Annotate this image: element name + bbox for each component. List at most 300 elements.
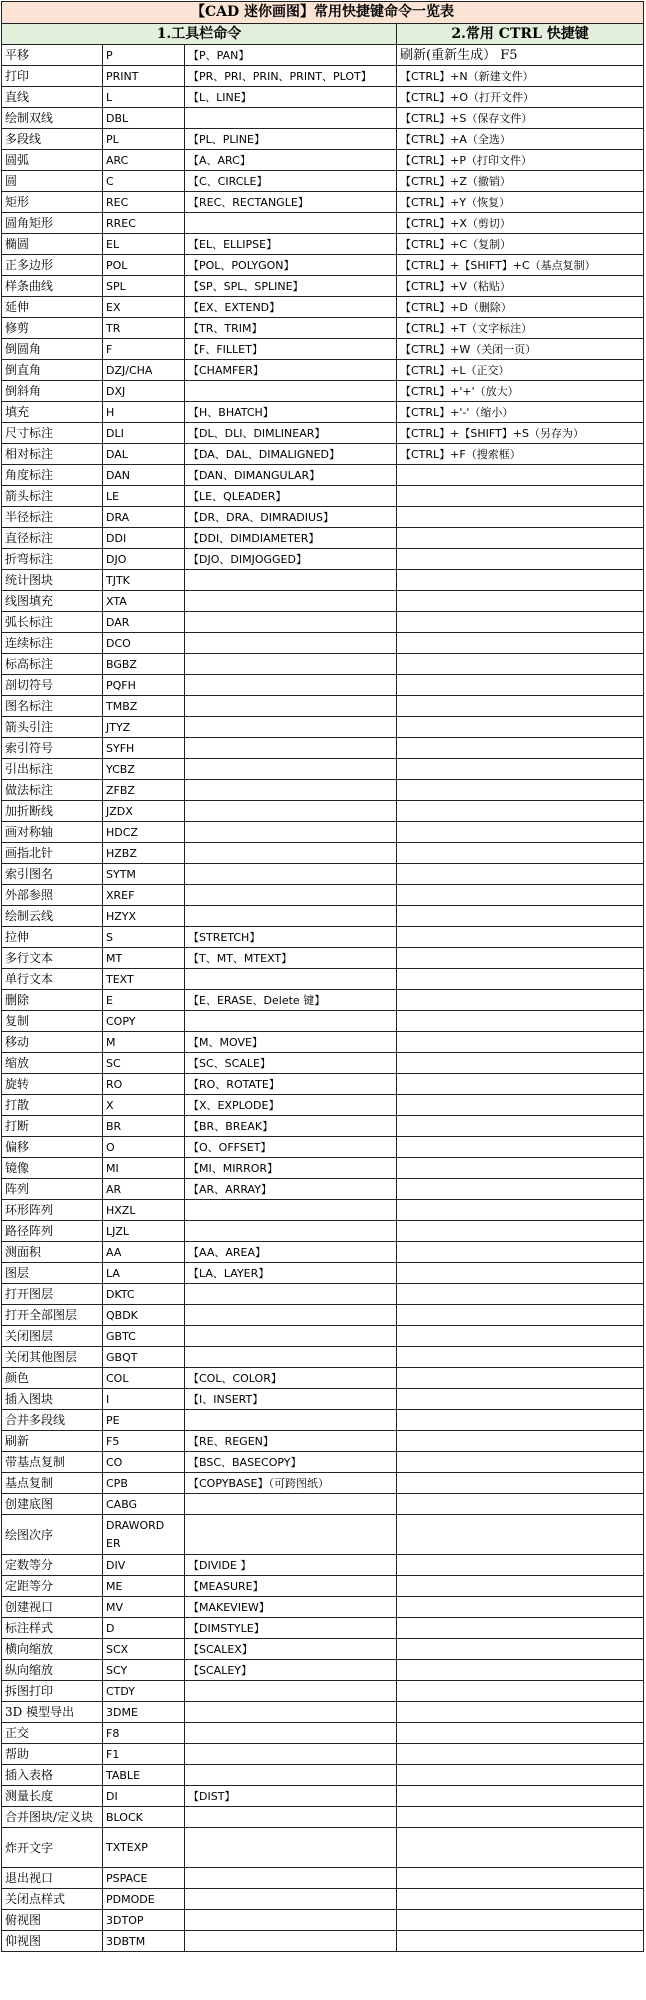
command-name: 阵列 (2, 1179, 103, 1200)
command-shortcut: SYFH (103, 738, 185, 759)
table-row (2, 465, 644, 486)
command-name: 关闭点样式 (2, 1889, 103, 1910)
command-name: 图层 (2, 1263, 103, 1284)
ctrl-shortcut (397, 780, 644, 801)
command-shortcut: DDI (103, 528, 185, 549)
page-title: 【CAD 迷你画图】常用快捷键命令一览表 (2, 2, 644, 24)
table-row (2, 1221, 644, 1242)
command-shortcut: YCBZ (103, 759, 185, 780)
command-name: 外部参照 (2, 885, 103, 906)
table-row (2, 1744, 644, 1765)
command-shortcut: F1 (103, 1744, 185, 1765)
command-name: 索引符号 (2, 738, 103, 759)
table-row (2, 129, 644, 150)
table-row (2, 1494, 644, 1515)
ctrl-shortcut: 【CTRL】+T（文字标注） (397, 318, 644, 339)
ctrl-shortcut (397, 675, 644, 696)
ctrl-shortcut (397, 1555, 644, 1576)
command-shortcut: C (103, 171, 185, 192)
command-aliases (185, 822, 397, 843)
table-row (2, 1889, 644, 1910)
command-aliases (185, 612, 397, 633)
ctrl-shortcut (397, 633, 644, 654)
ctrl-shortcut (397, 1074, 644, 1095)
table-row (2, 864, 644, 885)
command-aliases: 【BR、BREAK】 (185, 1116, 397, 1137)
command-name: 箭头标注 (2, 486, 103, 507)
table-row (2, 381, 644, 402)
command-name: 路径阵列 (2, 1221, 103, 1242)
command-name: 倒斜角 (2, 381, 103, 402)
command-aliases (185, 1515, 397, 1555)
command-shortcut: TJTK (103, 570, 185, 591)
command-shortcut: SCY (103, 1660, 185, 1681)
command-shortcut: 3DBTM (103, 1931, 185, 1952)
ctrl-shortcut: 【CTRL】+D（删除） (397, 297, 644, 318)
ctrl-shortcut (397, 1410, 644, 1431)
command-aliases: 【DIMSTYLE】 (185, 1618, 397, 1639)
table-row (2, 1660, 644, 1681)
command-name: 半径标注 (2, 507, 103, 528)
command-aliases (185, 906, 397, 927)
table-row (2, 423, 644, 444)
table-row (2, 822, 644, 843)
command-name: 单行文本 (2, 969, 103, 990)
command-shortcut: JZDX (103, 801, 185, 822)
command-aliases (185, 885, 397, 906)
ctrl-shortcut (397, 1597, 644, 1618)
command-name: 带基点复制 (2, 1452, 103, 1473)
command-shortcut: EX (103, 297, 185, 318)
command-name: 仰视图 (2, 1931, 103, 1952)
table-row (2, 1284, 644, 1305)
ctrl-shortcut (397, 570, 644, 591)
command-name: 剖切符号 (2, 675, 103, 696)
command-name: 线图填充 (2, 591, 103, 612)
table-row (2, 1410, 644, 1431)
table-row (2, 1910, 644, 1931)
command-name: 样条曲线 (2, 276, 103, 297)
command-shortcut: XTA (103, 591, 185, 612)
ctrl-shortcut (397, 1618, 644, 1639)
command-name: 旋转 (2, 1074, 103, 1095)
command-name: 纵向缩放 (2, 1660, 103, 1681)
command-aliases: 【RE、REGEN】 (185, 1431, 397, 1452)
command-shortcut: PQFH (103, 675, 185, 696)
command-name: 图名标注 (2, 696, 103, 717)
command-aliases: 【P、PAN】 (185, 45, 397, 66)
ctrl-shortcut (397, 843, 644, 864)
command-aliases: 【MAKEVIEW】 (185, 1597, 397, 1618)
ctrl-shortcut (397, 507, 644, 528)
ctrl-shortcut: 【CTRL】+N（新建文件） (397, 66, 644, 87)
command-shortcut: TR (103, 318, 185, 339)
command-shortcut: SCX (103, 1639, 185, 1660)
command-name: 统计图块 (2, 570, 103, 591)
command-aliases: 【MI、MIRROR】 (185, 1158, 397, 1179)
table-row (2, 150, 644, 171)
ctrl-shortcut (397, 696, 644, 717)
command-name: 折弯标注 (2, 549, 103, 570)
command-name: 正交 (2, 1723, 103, 1744)
table-row (2, 1765, 644, 1786)
command-shortcut: HZYX (103, 906, 185, 927)
table-row (2, 192, 644, 213)
ctrl-shortcut (397, 1032, 644, 1053)
table-row (2, 675, 644, 696)
command-aliases: 【DAN、DIMANGULAR】 (185, 465, 397, 486)
ctrl-shortcut (397, 864, 644, 885)
ctrl-shortcut: 【CTRL】+L（正交） (397, 360, 644, 381)
command-shortcut: H (103, 402, 185, 423)
command-shortcut: RREC (103, 213, 185, 234)
command-shortcut: HZBZ (103, 843, 185, 864)
table-row (2, 213, 644, 234)
command-aliases (185, 696, 397, 717)
command-name: 打开全部图层 (2, 1305, 103, 1326)
table-row (2, 759, 644, 780)
command-name: 复制 (2, 1011, 103, 1032)
table-row (2, 1786, 644, 1807)
ctrl-shortcut (397, 528, 644, 549)
ctrl-shortcut (397, 969, 644, 990)
command-aliases: 【EX、EXTEND】 (185, 297, 397, 318)
table-row (2, 1242, 644, 1263)
command-name: 弧长标注 (2, 612, 103, 633)
command-shortcut: JTYZ (103, 717, 185, 738)
command-aliases: 【DIST】 (185, 1786, 397, 1807)
command-shortcut: TABLE (103, 1765, 185, 1786)
ctrl-shortcut (397, 1723, 644, 1744)
command-aliases: 【T、MT、MTEXT】 (185, 948, 397, 969)
command-aliases: 【COL、COLOR】 (185, 1368, 397, 1389)
command-shortcut: PDMODE (103, 1889, 185, 1910)
command-shortcut: SYTM (103, 864, 185, 885)
command-name: 椭圆 (2, 234, 103, 255)
ctrl-shortcut (397, 1576, 644, 1597)
command-name: 画指北针 (2, 843, 103, 864)
ctrl-shortcut: 【CTRL】+【SHIFT】+C（基点复制） (397, 255, 644, 276)
ctrl-shortcut (397, 1284, 644, 1305)
command-name: 创建视口 (2, 1597, 103, 1618)
command-aliases (185, 381, 397, 402)
command-shortcut: PSPACE (103, 1868, 185, 1889)
command-aliases (185, 1681, 397, 1702)
command-aliases: 【X、EXPLODE】 (185, 1095, 397, 1116)
command-name: 箭头引注 (2, 717, 103, 738)
command-shortcut: AA (103, 1242, 185, 1263)
command-shortcut: O (103, 1137, 185, 1158)
table-row (2, 1473, 644, 1494)
command-shortcut: DXJ (103, 381, 185, 402)
command-aliases (185, 108, 397, 129)
command-shortcut: DAR (103, 612, 185, 633)
command-shortcut: CABG (103, 1494, 185, 1515)
table-row (2, 1095, 644, 1116)
command-shortcut: LA (103, 1263, 185, 1284)
ctrl-shortcut (397, 717, 644, 738)
command-aliases: 【AR、ARRAY】 (185, 1179, 397, 1200)
command-aliases: 【PR、PRI、PRIN、PRINT、PLOT】 (185, 66, 397, 87)
command-shortcut: GBTC (103, 1326, 185, 1347)
ctrl-shortcut (397, 1221, 644, 1242)
command-aliases: 【POL、POLYGON】 (185, 255, 397, 276)
command-aliases: 【RO、ROTATE】 (185, 1074, 397, 1095)
command-aliases: 【C、CIRCLE】 (185, 171, 397, 192)
command-aliases (185, 1744, 397, 1765)
command-name: 刷新 (2, 1431, 103, 1452)
ctrl-shortcut: 【CTRL】+Z（撤销） (397, 171, 644, 192)
command-name: 镜像 (2, 1158, 103, 1179)
command-name: 插入表格 (2, 1765, 103, 1786)
table-row (2, 1305, 644, 1326)
command-aliases: 【EL、ELLIPSE】 (185, 234, 397, 255)
command-name: 创建底图 (2, 1494, 103, 1515)
command-shortcut: DRA (103, 507, 185, 528)
ctrl-shortcut (397, 990, 644, 1011)
command-shortcut: DJO (103, 549, 185, 570)
command-aliases (185, 1807, 397, 1828)
command-name: 尺寸标注 (2, 423, 103, 444)
command-aliases (185, 1410, 397, 1431)
table-row (2, 339, 644, 360)
command-shortcut: HDCZ (103, 822, 185, 843)
command-shortcut: PL (103, 129, 185, 150)
command-aliases: 【SP、SPL、SPLINE】 (185, 276, 397, 297)
command-shortcut: X (103, 1095, 185, 1116)
command-shortcut: COPY (103, 1011, 185, 1032)
ctrl-shortcut (397, 822, 644, 843)
command-shortcut: P (103, 45, 185, 66)
command-name: 加折断线 (2, 801, 103, 822)
command-name: 合并图块/定义块 (2, 1807, 103, 1828)
ctrl-shortcut (397, 1931, 644, 1952)
command-aliases (185, 1868, 397, 1889)
command-shortcut: DKTC (103, 1284, 185, 1305)
command-aliases: 【O、OFFSET】 (185, 1137, 397, 1158)
toolbar-commands-header: 1.工具栏命令 (2, 24, 397, 45)
command-name: 圆弧 (2, 150, 103, 171)
command-aliases (185, 1494, 397, 1515)
table-row (2, 591, 644, 612)
command-aliases: 【PL、PLINE】 (185, 129, 397, 150)
command-name: 多段线 (2, 129, 103, 150)
command-aliases: 【TR、TRIM】 (185, 318, 397, 339)
ctrl-shortcut: 【CTRL】+P（打印文件） (397, 150, 644, 171)
command-shortcut: LE (103, 486, 185, 507)
command-shortcut: 3DME (103, 1702, 185, 1723)
ctrl-shortcut (397, 1263, 644, 1284)
table-row (2, 255, 644, 276)
table-row (2, 1368, 644, 1389)
ctrl-shortcut (397, 1158, 644, 1179)
ctrl-shortcut: 【CTRL】+'+'（放大） (397, 381, 644, 402)
shortcut-table (1, 1, 644, 1952)
command-aliases (185, 738, 397, 759)
command-shortcut: DAL (103, 444, 185, 465)
table-row (2, 1431, 644, 1452)
command-name: 帮助 (2, 1744, 103, 1765)
command-aliases (185, 1200, 397, 1221)
ctrl-shortcut (397, 1431, 644, 1452)
ctrl-shortcut: 【CTRL】+S（保存文件） (397, 108, 644, 129)
command-name: 索引图名 (2, 864, 103, 885)
ctrl-shortcut (397, 1660, 644, 1681)
command-shortcut: QBDK (103, 1305, 185, 1326)
ctrl-shortcut (397, 1910, 644, 1931)
command-name: 定数等分 (2, 1555, 103, 1576)
command-aliases (185, 591, 397, 612)
command-shortcut: TEXT (103, 969, 185, 990)
ctrl-shortcut (397, 1095, 644, 1116)
table-row (2, 1032, 644, 1053)
command-aliases: 【COPYBASE】（可跨图纸） (185, 1473, 397, 1494)
command-name: 测面积 (2, 1242, 103, 1263)
command-shortcut: BGBZ (103, 654, 185, 675)
ctrl-shortcut (397, 759, 644, 780)
ctrl-shortcut (397, 654, 644, 675)
ctrl-shortcut: 【CTRL】+Y（恢复） (397, 192, 644, 213)
ctrl-shortcut: 【CTRL】+C（复制） (397, 234, 644, 255)
table-row (2, 234, 644, 255)
command-name: 偏移 (2, 1137, 103, 1158)
ctrl-shortcut (397, 612, 644, 633)
command-shortcut: S (103, 927, 185, 948)
command-name: 关闭其他图层 (2, 1347, 103, 1368)
command-name: 俯视图 (2, 1910, 103, 1931)
command-name: 延伸 (2, 297, 103, 318)
table-row (2, 1555, 644, 1576)
table-row (2, 1681, 644, 1702)
command-aliases (185, 633, 397, 654)
ctrl-shortcut (397, 927, 644, 948)
command-shortcut: ARC (103, 150, 185, 171)
ctrl-shortcut (397, 738, 644, 759)
table-row (2, 1347, 644, 1368)
command-name: 绘图次序 (2, 1515, 103, 1555)
command-aliases (185, 1326, 397, 1347)
command-aliases (185, 213, 397, 234)
command-aliases: 【STRETCH】 (185, 927, 397, 948)
ctrl-shortcut (397, 1744, 644, 1765)
command-shortcut: HXZL (103, 1200, 185, 1221)
command-aliases: 【DA、DAL、DIMALIGNED】 (185, 444, 397, 465)
command-aliases (185, 717, 397, 738)
ctrl-shortcut (397, 1011, 644, 1032)
table-row (2, 1828, 644, 1868)
ctrl-shortcut (397, 948, 644, 969)
command-shortcut: REC (103, 192, 185, 213)
command-aliases (185, 1221, 397, 1242)
command-shortcut: PE (103, 1410, 185, 1431)
table-row (2, 1597, 644, 1618)
command-aliases (185, 1723, 397, 1744)
table-row (2, 948, 644, 969)
command-shortcut: TMBZ (103, 696, 185, 717)
command-shortcut: GBQT (103, 1347, 185, 1368)
command-aliases (185, 843, 397, 864)
command-shortcut: SPL (103, 276, 185, 297)
table-row (2, 1723, 644, 1744)
command-aliases (185, 969, 397, 990)
command-shortcut: F (103, 339, 185, 360)
ctrl-shortcut: 【CTRL】+A（全选） (397, 129, 644, 150)
ctrl-shortcut (397, 1868, 644, 1889)
command-name: 打断 (2, 1116, 103, 1137)
command-shortcut: DZJ/CHA (103, 360, 185, 381)
command-aliases: 【E、ERASE、Delete 键】 (185, 990, 397, 1011)
command-shortcut: L (103, 87, 185, 108)
command-name: 打散 (2, 1095, 103, 1116)
command-name: 绘制云线 (2, 906, 103, 927)
ctrl-shortcut (397, 1242, 644, 1263)
command-name: 矩形 (2, 192, 103, 213)
command-shortcut: F8 (103, 1723, 185, 1744)
command-shortcut: 3DTOP (103, 1910, 185, 1931)
table-row (2, 1263, 644, 1284)
table-row (2, 276, 644, 297)
ctrl-shortcut (397, 1179, 644, 1200)
command-aliases: 【AA、AREA】 (185, 1242, 397, 1263)
table-row (2, 612, 644, 633)
ctrl-shortcut (397, 1702, 644, 1723)
command-name: 倒直角 (2, 360, 103, 381)
ctrl-shortcut: 【CTRL】+X（剪切） (397, 213, 644, 234)
ctrl-shortcut (397, 1368, 644, 1389)
command-name: 平移 (2, 45, 103, 66)
command-name: 绘制双线 (2, 108, 103, 129)
ctrl-shortcut (397, 1765, 644, 1786)
command-name: 拆图打印 (2, 1681, 103, 1702)
table-row (2, 1807, 644, 1828)
command-shortcut: F5 (103, 1431, 185, 1452)
ctrl-shortcut (397, 1889, 644, 1910)
ctrl-shortcut (397, 1494, 644, 1515)
table-row (2, 906, 644, 927)
table-row (2, 444, 644, 465)
command-aliases: 【L、LINE】 (185, 87, 397, 108)
ctrl-shortcut (397, 1200, 644, 1221)
command-shortcut: DRAWORD ER (103, 1515, 185, 1555)
table-row (2, 1053, 644, 1074)
command-name: 标高标注 (2, 654, 103, 675)
command-aliases (185, 675, 397, 696)
ctrl-shortcut (397, 1807, 644, 1828)
ctrl-shortcut (397, 1389, 644, 1410)
command-name: 标注样式 (2, 1618, 103, 1639)
command-aliases (185, 1828, 397, 1868)
command-name: 引出标注 (2, 759, 103, 780)
command-name: 颜色 (2, 1368, 103, 1389)
table-row (2, 570, 644, 591)
table-row (2, 801, 644, 822)
command-name: 横向缩放 (2, 1639, 103, 1660)
command-aliases (185, 1284, 397, 1305)
table-row (2, 66, 644, 87)
command-name: 3D 模型导出 (2, 1702, 103, 1723)
command-shortcut: XREF (103, 885, 185, 906)
table-row (2, 297, 644, 318)
command-name: 缩放 (2, 1053, 103, 1074)
table-row (2, 927, 644, 948)
command-shortcut: E (103, 990, 185, 1011)
command-name: 正多边形 (2, 255, 103, 276)
ctrl-shortcut: 【CTRL】+'-'（缩小） (397, 402, 644, 423)
command-aliases (185, 1910, 397, 1931)
ctrl-shortcut: 【CTRL】+O（打开文件） (397, 87, 644, 108)
ctrl-shortcut (397, 1515, 644, 1555)
ctrl-shortcut (397, 885, 644, 906)
